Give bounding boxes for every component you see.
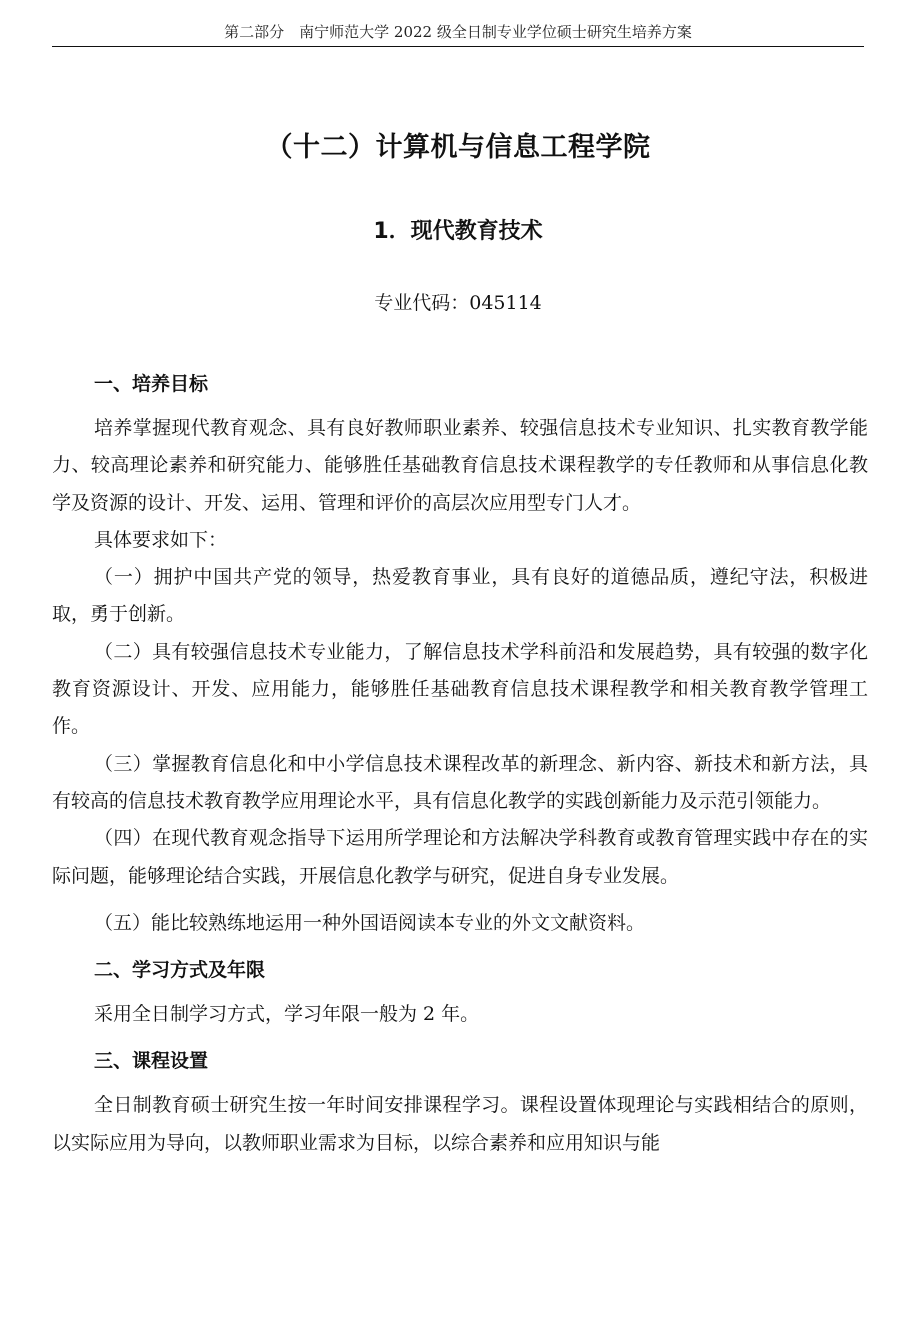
requirement-item: （一）拥护中国共产党的领导，热爱教育事业，具有良好的道德品质，遵纪守法，积极进取，勇于创新。 (52, 566, 868, 626)
major-title: 1．现代教育技术 (373, 219, 543, 244)
section-heading-curriculum: 三、课程设置 (94, 1050, 209, 1073)
document-body (52, 366, 868, 1162)
requirement-item: （二）具有较强信息技术专业能力，了解信息技术学科前沿和发展趋势，具有较强的数字化教育资源设计、开发、应用能力，能够胜任基础教育信息技术课程教学和相关教育教学管理工作。 (52, 640, 868, 738)
section-heading-study-mode: 二、学习方式及年限 (94, 959, 266, 982)
requirements-lead: 具体要求如下： (94, 528, 228, 551)
curriculum-paragraph: 全日制教育硕士研究生按一年时间安排课程学习。课程设置体现理论与实践相结合的原则，以实际应用为导向，以教师职业需求为目标，以综合素养和应用知识与能 (52, 1094, 868, 1154)
study-mode-paragraph: 采用全日制学习方式，学习年限一般为 2 年。 (94, 1003, 480, 1026)
header-rule (52, 46, 864, 47)
objectives-paragraph: 培养掌握现代教育观念、具有良好教师职业素养、较强信息技术专业知识、扎实教育教学能力、较高理论素养和研究能力、能够胜任基础教育信息技术课程教学的专任教师和从事信息化教学及资源的设计、开发、运用、管理和评价的高层次应用型专门人才。 (52, 417, 868, 514)
college-title: （十二）计算机与信息工程学院 (265, 132, 651, 163)
requirement-item: （三）掌握教育信息化和中小学信息技术课程改革的新理念、新内容、新技术和新方法，具有较高的信息技术教育教学应用理论水平，具有信息化教学的实践创新能力及示范引领能力。 (52, 752, 868, 812)
section-heading-training-objectives: 一、培养目标 (94, 373, 209, 395)
requirement-item: （四）在现代教育观念指导下运用所学理论和方法解决学科教育或教育管理实践中存在的实际问题，能够理论结合实践，开展信息化教学与研究，促进自身专业发展。 (52, 827, 868, 887)
running-header: 第二部分 南宁师范大学 2022 级全日制专业学位硕士研究生培养方案 (224, 23, 692, 41)
requirement-item: （五）能比较熟练地运用一种外国语阅读本专业的外文文献资料。 (94, 911, 646, 934)
major-code: 专业代码：045114 (374, 292, 542, 314)
